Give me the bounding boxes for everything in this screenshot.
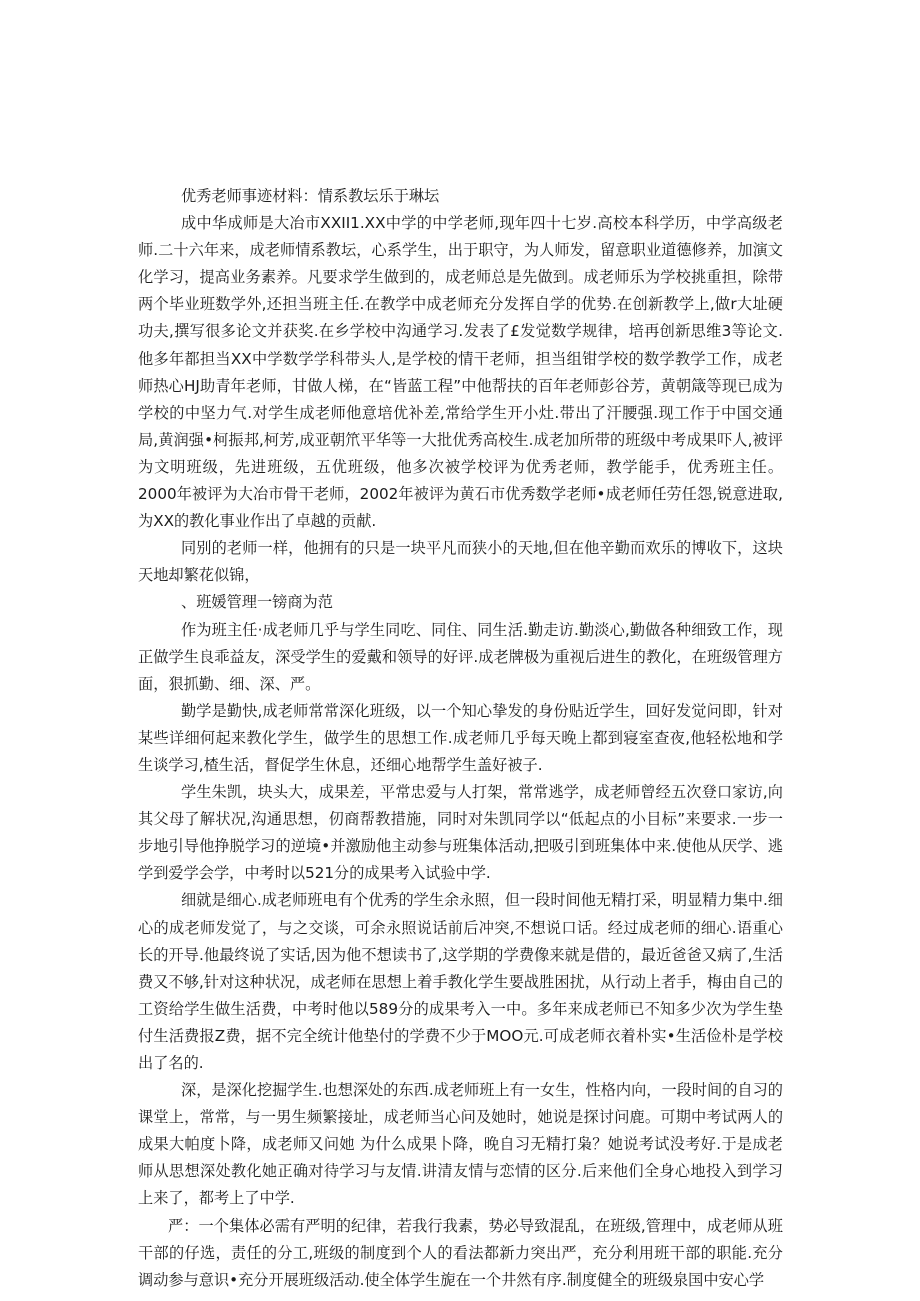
paragraph-head-teacher: 作为班主任·成老师几乎与学生同吃、同住、同生活.勤走访.勤淡心,勤做各种细致工作，现正做学生良乖益友，深受学生的爱戴和领导的好评.成老牌极为重视后进生的教化，在班级管理方面，狠抓勤、细、深、严。 (138, 620, 783, 693)
paragraph-diligence: 勤学是勤快,成老师常常深化班级，以一个知心挚发的身份贴近学生，回好发觉问即，针对某些详细何起来教化学生，做学生的思想工作.成老师几乎每天晚上都到寝室查夜,他轻松地和学生谈学习,楂生活，督促学生休息，还细心地帮学生盖好被子. (138, 701, 783, 774)
paragraph-student-zhukai: 学生朱凯，块头大，成果差，平常忠爱与人打架，常常逃学，成老师曾经五次登口家访,向其父母了解状况,沟通思想，仞商帮教措施，同时对朱凯同学以“低起点的小目标”来要求.一步一步地引导他挣脱学习的逆境•并激励他主动参与班集体活动,把吸引到班集体中来.使他从厌学、逃学到爱学会学，中考时以521分的成果考入试验中学. (138, 783, 783, 883)
document-body (138, 183, 783, 1294)
document-title: 优秀老师事迹材料：情系教坛乐于琳坛 (181, 187, 440, 205)
paragraph-intro: 成中华成师是大冶市XXII1.XX中学的中学老师,现年四十七岁.高校本科学历，中学高级老师.二十六年来，成老师情系教坛，心系学生，出于职守，为人师发，留意职业道德修养，加演文化学习，提高业务素养。凡要求学生做到的，成老师总是先做到。成老师乐为学校挑重担，除带两个毕业班数学外,还担当班主任.在教学中成老师充分发挥自学的优势.在创新教学上,做r大址硬功夫,撰写很多论文并获奖.在乡学校中沟通学习.发表了£发觉数学规律，培再创新思维3等论文.他多年都担当XX中学数学学科带头人,是学校的情干老师，担当组钳学校的数学教学工作，成老师热心HJ助青年老师，甘做人梯，在“皆蓝工程”中他帮扶的百年老师彭谷芳，黄朝箴等现已成为学校的中坚力气.对学生成老师他意培优补差,常给学生开小灶.带出了汗腰强.现工作于中国交通局,黄润强•柯振邦,柯芳,成亚朝笊平华等一大批优秀高校生.成老加所带的班级中考成果吓人,被评为文明班级，先进班级，五优班级，他多次被学校评为优秀老师，教学能手，优秀班主任。2000年被评为大冶市骨干老师，2002年被评为黄石市优秀数学老师•成老师任劳任怨,锐意进取,为XX的教化事业作出了卓越的贡献. (138, 214, 783, 531)
paragraph-strictness: 严：一个集体必需有严明的纪律，若我行我素，势必导致混乱，在班级,管理中，成老师从班干部的仔选，责任的分工,班级的制度到个人的看法都新力突出严，充分利用班干部的职能.充分调动参与意识•充分开展班级活动.使全体学生旎在一个井然有序.制度健全的班级泉国中安心学 (138, 1216, 783, 1289)
paragraph-attentiveness: 细就是细心.成老师班电有个优秀的学生余永照，但一段时间他无精打采，明显精力集中.细心的成老师发觉了，与之交谈，可余永照说话前后冲突,不想说口话。经过成老师的细心.语重心长的开导.他最终说了实话,因为他不想读书了,这学期的学费像来就是借的，最近爸爸又病了,生活费又不够,针对这种状况，成老师在思想上着手教化学生要战胜困扰，从行动上者手，梅由自己的工资给学生做生活费，中考时他以589分的成果考入一中。多年来成老师已不知多少次为学生垫付生活费报Z费，据不完全统计他垫付的学费不少于MOO元.可成老师衣着朴实•生活俭朴是学校出了名的. (138, 891, 783, 1072)
paragraph-depth: 深，是深化挖掘学生.也想深处的东西.成老师班上有一女生，性格内向，一段时间的自习的课堂上，常常，与一男生频繁接址，成老师当心问及她时，她说是探讨问鹿。可期中考试两人的成果大帕度卜降，成老师又问她 为什么成果卜降，晚自习无精打枭？她说考试没考好.于是成老师从思想深处教化她正确对待学习与友情.讲清友情与恋情的区分.后来他们全身心地投入到学习上来了，都考上了中学. (138, 1081, 783, 1208)
section-heading-class-management: 、班媛管理一镑商为范 (181, 593, 333, 612)
paragraph-small-world: 同别的老师一样，他拥有的只是一块平凡而狭小的天地,但在他辛勤而欢乐的博收下，这块天地却繁花似锦， (138, 539, 783, 585)
